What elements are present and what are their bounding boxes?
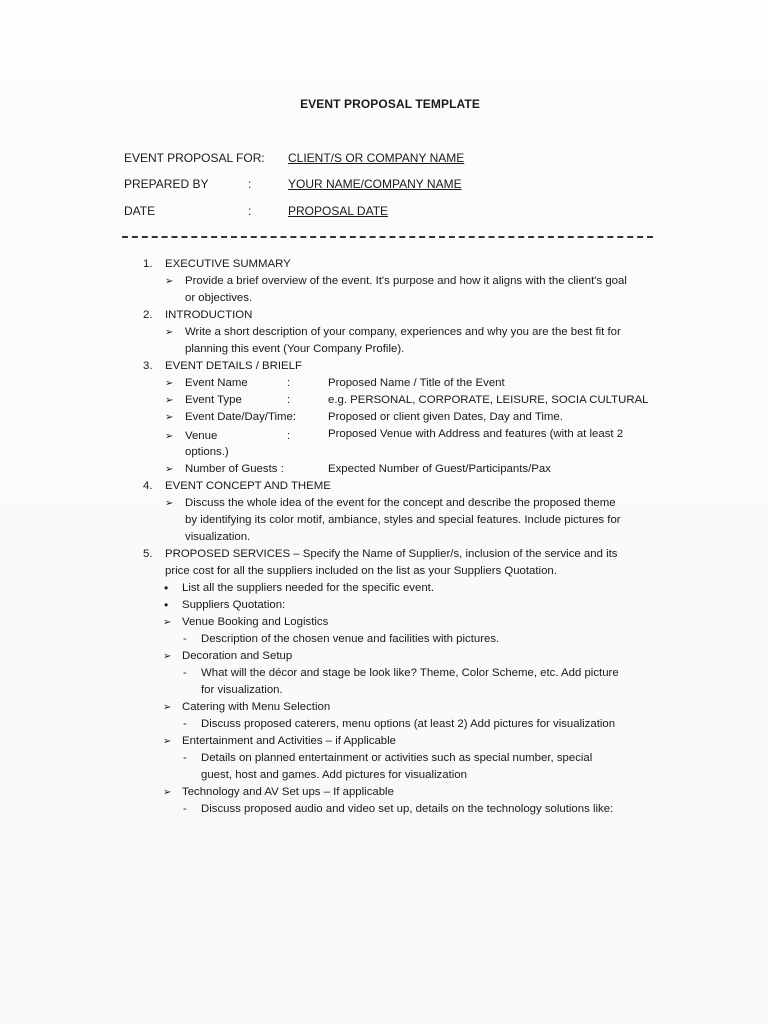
service-description: What will the décor and stage be look like? Theme, Color Scheme, etc. Add picture: [201, 667, 619, 679]
service-heading: Decoration and Setup: [182, 650, 293, 662]
paragraph-line: PROPOSED SERVICES – Specify the Name of Supplier/s, inclusion of the service and its: [165, 548, 618, 560]
service-description: for visualization.: [201, 684, 283, 696]
paragraph-line: price cost for all the suppliers included on the list as your Suppliers Quotation.: [165, 565, 557, 577]
detail-value: e.g. PERSONAL, CORPORATE, LEISURE, SOCIA CULTURAL: [328, 394, 649, 406]
arrow-bullet-icon: ➢: [165, 498, 174, 509]
service-heading: Technology and AV Set ups – If applicable: [182, 786, 394, 798]
list-item: Suppliers Quotation:: [182, 599, 286, 611]
header-value: PROPOSAL DATE: [288, 204, 389, 218]
detail-value: Expected Number of Guest/Participants/Pax: [328, 463, 551, 475]
service-heading: Entertainment and Activities – if Applicable: [182, 735, 397, 747]
arrow-bullet-icon: ➢: [165, 327, 174, 338]
section-heading: EVENT DETAILS / BRIELF: [165, 360, 302, 372]
paragraph-line: by identifying its color motif, ambiance, styles and special features. Include pictures for: [185, 514, 621, 526]
service-description: Discuss proposed audio and video set up, details on the technology solutions like:: [201, 803, 614, 815]
paragraph-line: planning this event (Your Company Profile).: [185, 343, 405, 355]
arrow-bullet-icon: ➢: [163, 617, 172, 628]
detail-label: Event Date/Day/Time:: [185, 411, 296, 423]
section-heading: EVENT CONCEPT AND THEME: [165, 480, 331, 492]
detail-colon: :: [287, 394, 291, 406]
service-description: Discuss proposed caterers, menu options (at least 2) Add pictures for visualization: [201, 718, 616, 730]
detail-label: Venue: [185, 430, 218, 442]
header-value: YOUR NAME/COMPANY NAME: [288, 177, 462, 191]
section-number: 4.: [143, 480, 153, 492]
arrow-bullet-icon: ➢: [165, 464, 174, 475]
section-number: 2.: [143, 309, 153, 321]
round-bullet-icon: •: [164, 581, 169, 595]
header-value: CLIENT/S OR COMPANY NAME: [288, 151, 465, 165]
arrow-bullet-icon: ➢: [165, 431, 174, 442]
section-number: 1.: [143, 258, 153, 270]
arrow-bullet-icon: ➢: [165, 395, 174, 406]
header-colon: :: [248, 177, 252, 191]
arrow-bullet-icon: ➢: [163, 651, 172, 662]
detail-value: Proposed Name / Title of the Event: [328, 377, 505, 389]
arrow-bullet-icon: ➢: [165, 412, 174, 423]
service-heading: Venue Booking and Logistics: [182, 616, 329, 628]
service-description: Details on planned entertainment or activities such as special number, special: [201, 752, 593, 764]
detail-colon: :: [287, 377, 291, 389]
arrow-bullet-icon: ➢: [163, 702, 172, 713]
detail-label: Number of Guests :: [185, 463, 284, 475]
list-item: List all the suppliers needed for the specific event.: [182, 582, 435, 594]
arrow-bullet-icon: ➢: [163, 736, 172, 747]
detail-colon: :: [287, 430, 291, 442]
detail-continuation: options.): [185, 446, 229, 458]
paragraph-line: Provide a brief overview of the event. It's purpose and how it aligns with the client's goal: [185, 275, 627, 287]
detail-label: Event Type: [185, 394, 242, 406]
header-label: DATE: [124, 204, 156, 218]
service-description: Description of the chosen venue and facilities with pictures.: [201, 633, 500, 645]
section-number: 5.: [143, 548, 153, 560]
dash-bullet-icon: -: [183, 667, 187, 679]
section-number: 3.: [143, 360, 153, 372]
detail-value: Proposed or client given Dates, Day and Time.: [328, 411, 563, 423]
round-bullet-icon: •: [164, 598, 169, 612]
dash-bullet-icon: -: [183, 633, 187, 645]
section-heading: EXECUTIVE SUMMARY: [165, 258, 291, 270]
paragraph-line: visualization.: [185, 531, 251, 543]
paragraph-line: or objectives.: [185, 292, 253, 304]
dash-bullet-icon: -: [183, 803, 187, 815]
service-heading: Catering with Menu Selection: [182, 701, 331, 713]
arrow-bullet-icon: ➢: [165, 276, 174, 287]
header-colon: :: [248, 204, 252, 218]
paragraph-line: Write a short description of your company, experiences and why you are the best fit for: [185, 326, 621, 338]
document-title: EVENT PROPOSAL TEMPLATE: [300, 97, 480, 111]
detail-value: Proposed Venue with Address and features (with at least 2: [328, 428, 624, 440]
service-description: guest, host and games. Add pictures for visualization: [201, 769, 467, 781]
paragraph-line: Discuss the whole idea of the event for the concept and describe the proposed theme: [185, 497, 616, 509]
detail-label: Event Name: [185, 377, 248, 389]
dash-bullet-icon: -: [183, 752, 187, 764]
header-label: PREPARED BY: [124, 177, 209, 191]
dash-bullet-icon: -: [183, 718, 187, 730]
section-heading: INTRODUCTION: [165, 309, 253, 321]
arrow-bullet-icon: ➢: [165, 378, 174, 389]
header-label: EVENT PROPOSAL FOR:: [124, 151, 265, 165]
dashed-divider: [122, 236, 653, 238]
arrow-bullet-icon: ➢: [163, 787, 172, 798]
